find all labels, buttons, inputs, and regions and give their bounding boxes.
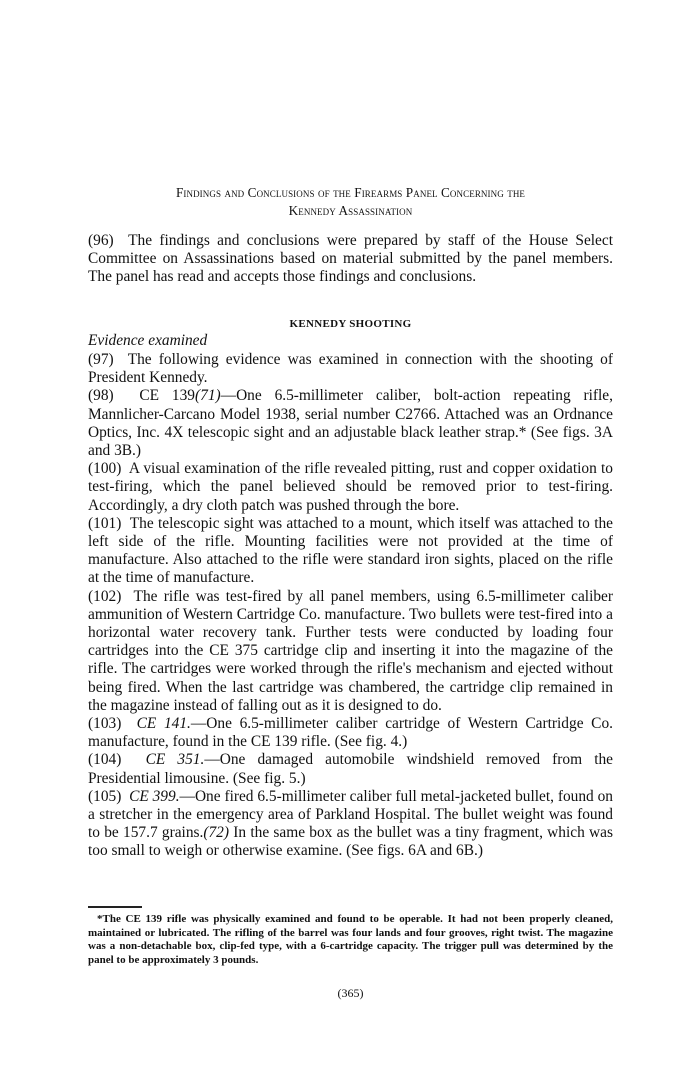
title-line-2: Kennedy Assassination	[288, 203, 413, 218]
page-title	[88, 184, 613, 220]
footnote-divider	[88, 906, 142, 908]
paragraph-text: The rifle was test-fired by all panel members, using 6.5-millimeter caliber ammunition of Western Cartridge Co. manufacture. Two bullets were test-fired into a horizontal water recovery tank. Further tests were conducted by loading four cartridges into the CE 375 cartridge clip and inserting it into the magazine of the rifle. The cartridges were worked through the rifle's mechanism and ejected without being fired. When the last cartridge was chambered, the cartridge clip remained in the magazine instead of falling out as it is designed to do.	[88, 587, 613, 714]
section-heading: KENNEDY SHOOTING	[289, 318, 412, 330]
paragraph-number: (96)	[88, 232, 114, 249]
footnote-text: *The CE 139 rifle was physically examined and found to be operable. It had not been properly cleaned, maintained or lubricated. The rifling of the barrel was four lands and four grooves, right twist. The magazine was a non-detachable box, clip-fed type, with a 6-cartridge capacity. The trigger pull was determined by the panel to be approximately 3 pounds.	[88, 913, 613, 966]
paragraph-97	[88, 351, 613, 387]
paragraph-number: (104)	[88, 751, 122, 769]
paragraph-text: —One 6.5-millimeter caliber, bolt-action repeating rifle, Mannlicher-Carcano Model 1938, serial number C2766. Attached was an Ordnance Optics, Inc. 4X telescopic sight and an adjustable black leather strap.* (See figs. 3A and 3B.)	[88, 387, 613, 460]
paragraph-number: (100)	[88, 460, 122, 478]
footnote	[88, 913, 613, 967]
subheading: Evidence examined	[88, 332, 208, 349]
paragraph-text: The findings and conclusions were prepared by staff of the House Select Committee on Assassinations based on material submitted by the panel members. The panel has read and accepts those findings and conclusions.	[88, 232, 613, 286]
paragraph-104	[88, 751, 613, 787]
paragraph-number: (103)	[88, 715, 122, 733]
paragraph-98	[88, 387, 613, 460]
note-ref: (72)	[203, 824, 230, 842]
exhibit-ref: CE 141.	[136, 715, 191, 733]
exhibit-ref: CE 399.	[129, 787, 180, 805]
paragraph-105	[88, 788, 613, 861]
paragraph-text: —One fired 6.5-millimeter caliber full metal-jacketed bullet, found on a stretcher in the emergency area of Parkland Hospital. The bullet weight was found to be 157.7 grains.	[88, 787, 613, 842]
paragraph-number: (105)	[88, 787, 122, 805]
exhibit-ref: CE 139	[139, 387, 196, 405]
paragraph-101	[88, 515, 613, 588]
paragraph-number: (101)	[88, 514, 122, 532]
paragraph-text: The telescopic sight was attached to a mount, which itself was attached to the left side of the rifle. Mounting facilities were not provided at the time of manufacture. Also attached to the rifle were standard iron sights, placed on the rifle at the time of manufacture.	[88, 514, 613, 587]
paragraph-number: (102)	[88, 587, 122, 605]
title-line-1: Findings and Conclusions of the Firearms Panel Concerning the	[175, 185, 526, 200]
paragraph-text: The following evidence was examined in connection with the shooting of President Kennedy.	[88, 351, 613, 387]
paragraph-100	[88, 460, 613, 515]
paragraph-text-continued: In the same box as the bullet was a tiny fragment, which was too small to weigh or otherwise examine. (See figs. 6A and 6B.)	[88, 824, 613, 860]
paragraph-text: A visual examination of the rifle revealed pitting, rust and copper oxidation to test-firing, which the panel believed should be removed prior to test-firing. Accordingly, a dry cloth patch was pushed through the bore.	[88, 460, 613, 514]
exhibit-ref: CE 351.	[145, 751, 205, 769]
paragraph-number: (97)	[88, 351, 114, 368]
note-ref: (71)	[195, 387, 221, 405]
paragraph-number: (98)	[88, 387, 114, 405]
page-number: (365)	[337, 986, 364, 1000]
paragraph-103	[88, 715, 613, 751]
paragraph-text: —One damaged automobile windshield removed from the Presidential limousine. (See fig. 5.)	[88, 751, 613, 787]
paragraph-102	[88, 588, 613, 715]
paragraph-text: —One 6.5-millimeter caliber cartridge of Western Cartridge Co. manufacture, found in the CE 139 rifle. (See fig. 4.)	[88, 715, 613, 751]
intro-paragraph	[88, 232, 613, 287]
evidence-list	[88, 351, 613, 861]
